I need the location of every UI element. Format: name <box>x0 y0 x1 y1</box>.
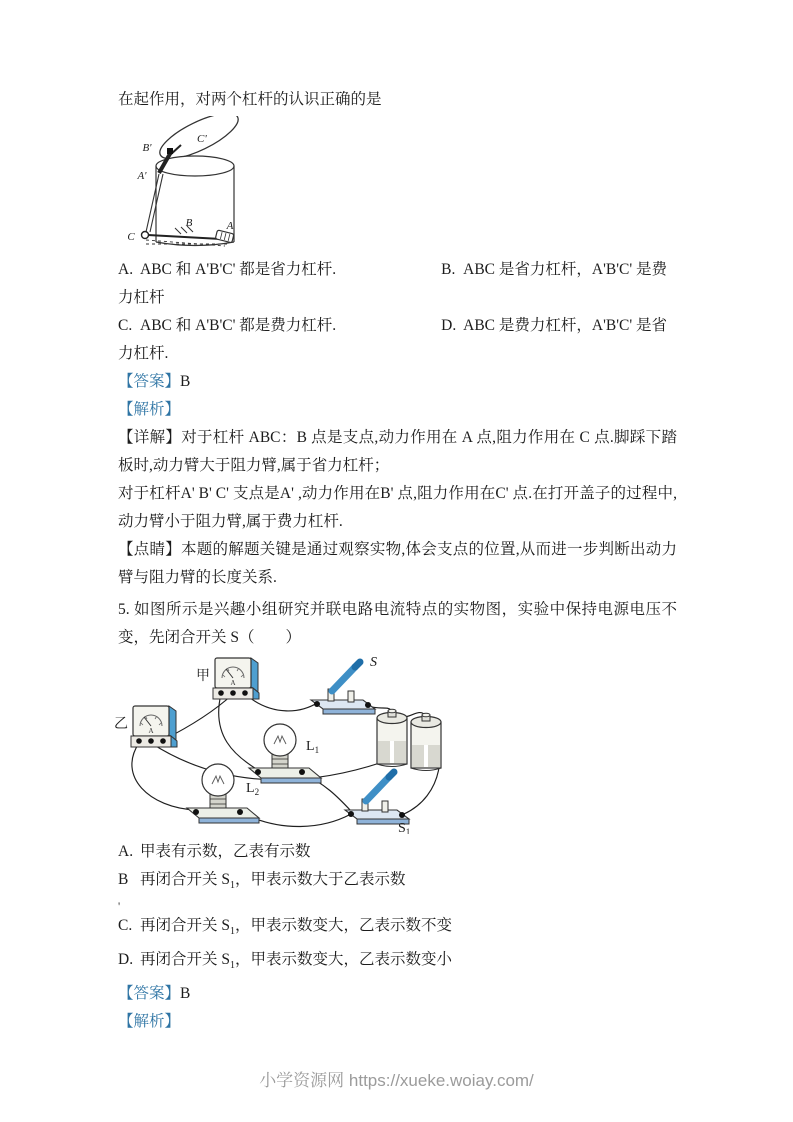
q5-intro-text: 5. 如图所示是兴趣小组研究并联电路电流特点的实物图，实验中保持电源电压不变，先闭合开关 S（ ） <box>118 601 677 646</box>
parallel-circuit-figure: A 甲 乙 S $L_1$ $L_2$ $S_1$ <box>113 648 447 834</box>
q4-option-a-text[interactable]: ABC 和 A'B'C' 都是省力杠杆. <box>140 261 337 278</box>
q5-answer-line <box>118 980 677 1008</box>
switch-s1-icon <box>345 772 409 824</box>
document-content <box>114 86 677 1036</box>
q4-option-b-label[interactable]: B. <box>441 261 456 278</box>
stray-mark: ' <box>118 899 121 914</box>
q4-option-d-text[interactable]: ABC 是费力杠杆，A'B'C' 是省力杠杆. <box>118 317 667 362</box>
q4-answer-line <box>118 368 677 396</box>
q5-option-d-label: D. <box>118 951 134 969</box>
label-c-prime: C' <box>197 133 207 145</box>
q4-detail-text-1: 对于杠杆 ABC：B 点是支点,动力作用在 A 点,阻力作用在 C 点.脚踩下踏板时,动力臂大于阻力臂,属于省力杠杆； <box>118 429 677 474</box>
analysis-tag: 【解析】 <box>118 401 181 418</box>
q4-options-cd <box>118 312 677 368</box>
q4-option-c-label[interactable]: C. <box>118 317 133 334</box>
q5-option-b-label: B <box>118 871 129 888</box>
switch-s-icon <box>311 662 375 714</box>
q4-option-a-label[interactable]: A. <box>118 261 134 278</box>
answer-tag: 【答案】 <box>118 373 181 390</box>
q4-option-c-text[interactable]: ABC 和 A'B'C' 都是费力杠杆. <box>140 317 337 334</box>
connecting-rod <box>146 174 163 232</box>
q4-intro-text: 在起作用，对两个杠杆的认识正确的是 <box>118 91 382 108</box>
label-lamp-l1: $L_1$ <box>306 739 320 755</box>
label-b: B <box>185 217 193 229</box>
q4-detail-paragraph-1 <box>118 424 677 480</box>
pedal-lever <box>142 226 234 246</box>
battery-1-icon <box>377 709 407 766</box>
detail-tag: 【详解】 <box>118 429 182 446</box>
battery-2-icon <box>411 713 441 770</box>
lever-trashcan-figure <box>113 116 241 250</box>
answer-tag: 【答案】 <box>118 985 181 1003</box>
q4-analysis-line <box>118 396 677 424</box>
q5-option-c-label: C. <box>118 917 133 935</box>
q4-option-d-label[interactable]: D. <box>441 317 457 334</box>
label-a-prime: A' <box>137 170 147 182</box>
q5-option-a-text: 甲表有示数，乙表有示数 <box>140 843 311 860</box>
q5-option-b-text: 再闭合开关 $S_1$，甲表示数大于乙表示数 <box>140 871 406 892</box>
site-footer <box>0 1066 793 1091</box>
label-switch-s: S <box>370 655 377 670</box>
q4-tip-text: 本题的解题关键是通过观察实物,体会支点的位置,从而进一步判断出动力臂与阻力臂的长度关系. <box>118 541 677 586</box>
q5-option-a-label: A. <box>118 843 134 860</box>
q5-option-d-text: 再闭合开关 $S_1$，甲表示数变大，乙表示数变小 <box>140 951 453 972</box>
analysis-tag: 【解析】 <box>118 1013 181 1031</box>
label-a: A <box>226 220 234 232</box>
ammeter-jia-icon <box>213 658 259 699</box>
label-c: C <box>127 231 135 243</box>
q4-option-b-text[interactable]: ABC 是省力杠杆，A'B'C' 是费力杠杆 <box>118 261 667 306</box>
q5-option-d[interactable] <box>118 946 677 980</box>
label-switch-s1: $S_1$ <box>398 821 411 834</box>
q5-option-b[interactable] <box>118 866 677 900</box>
q5-answer-value: B <box>180 985 191 1003</box>
label-lamp-l2: $L_2$ <box>246 781 260 797</box>
q4-answer-value: B <box>180 373 191 390</box>
label-meter-yi: 乙 <box>114 717 128 732</box>
q5-analysis-line <box>118 1008 677 1036</box>
column-gap <box>336 329 441 330</box>
q4-detail-paragraph-2 <box>118 480 677 536</box>
q4-detail-text-2: 对于杠杆A' B' C' 支点是A' ,动力作用在B' 点,阻力作用在C' 点.在打开盖子的过程中,动力臂小于阻力臂,属于费力杠杆. <box>118 485 677 530</box>
footer-link[interactable]: 小学资源网 https://xueke.woiay.com/ <box>259 1071 534 1090</box>
label-meter-jia: 甲 <box>196 669 210 684</box>
column-gap <box>336 273 441 274</box>
ammeter-yi-icon <box>131 706 177 747</box>
q4-options-ab <box>118 256 677 312</box>
label-b-prime: B' <box>142 142 152 154</box>
q5-option-a[interactable] <box>118 838 677 866</box>
q5-option-c[interactable] <box>118 912 677 946</box>
q4-tip-paragraph <box>118 536 677 592</box>
tip-tag: 【点睛】 <box>118 541 181 558</box>
q5-option-c-text: 再闭合开关 $S_1$，甲表示数变大，乙表示数不变 <box>140 917 453 938</box>
